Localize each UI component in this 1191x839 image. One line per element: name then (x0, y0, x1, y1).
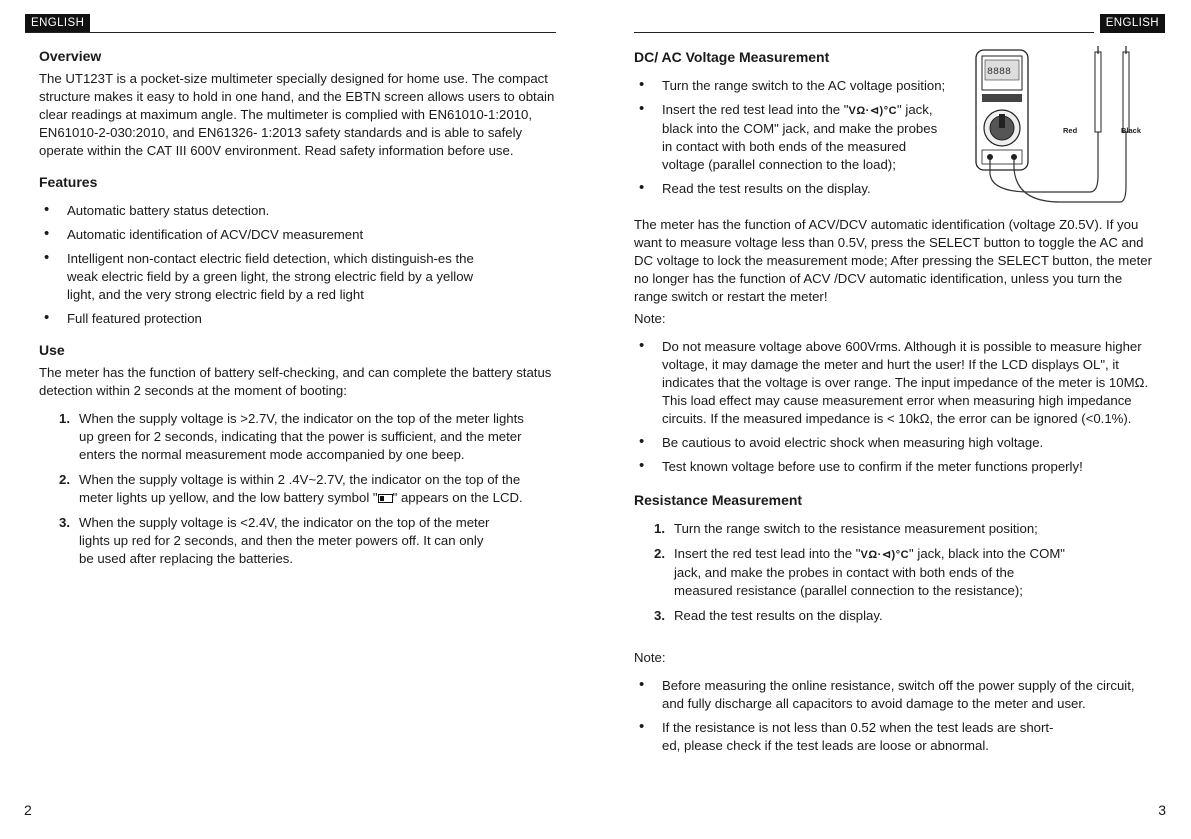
list-item: • Full featured protection (39, 310, 559, 328)
list-item: • Read the test results on the display. (634, 180, 1152, 198)
list-item: • Turn the range switch to the AC voltage position; (634, 77, 1152, 95)
list-item: • Test known voltage before use to confirm if the meter functions properly! (634, 458, 1152, 476)
step-text: " jack, black into the COM" jack, and make the probes in contact with both ends of the measured resistance (parallel connection to the resistance); (674, 546, 1065, 598)
step-number: 3. (654, 608, 665, 623)
step-text: When the supply voltage is <2.4V, the indicator on the top of the meter lights up red for 2 seconds, and then the meter powers off. It can only be used after replacing the batteries. (79, 515, 490, 566)
header-rule (25, 32, 556, 33)
use-heading: Use (39, 342, 65, 358)
use-steps (39, 410, 559, 568)
left-page (0, 0, 595, 839)
voltage-notes (634, 338, 1152, 476)
step-number: 1. (654, 521, 665, 536)
step-text: When the supply voltage is >2.7V, the indicator on the top of the meter lights up green for 2 seconds, indicating that the power is sufficient, and the meter enters the normal measurement mode accompanied by one beep. (79, 411, 524, 462)
step-text: " appears on the LCD. (392, 490, 523, 505)
list-item: • Do not measure voltage above 600Vrms. Although it is possible to measure higher voltage, it may damage the meter and hurt the user! If the LCD displays OL", it indicates that the voltage is over range. The input impedance of the meter is 10MΩ. This load effect may cause measurement error when measuring high impedance circuits. If the measured impedance is < 10kΩ, the error can be ignored (<0.1%). (634, 338, 1152, 428)
step-text: When the supply voltage is within 2 .4V~2.7V, the indicator on the top of the meter lights up yellow, and the low battery symbol " (79, 472, 521, 505)
list-item: • Intelligent non-contact electric field detection, which distinguish-es the weak electric field by a green light, the strong electric field by a yellow light, and the very strong electric field by a red light (39, 250, 477, 304)
voltage-paragraph: The meter has the function of ACV/DCV automatic identification (voltage Z0.5V). If you want to measure voltage less than 0.5V, press the SELECT button to toggle the AC and DC voltage to lock the measurement mode; After pressing the SELECT button, the meter no longer has the function of ACV /DCV automatic identification, unless you turn the range switch or restart the meter! (634, 217, 1152, 304)
step-text: " jack, black into the COM" jack, and make the probes in contact with both ends of the measured voltage (parallel connection to the load); (662, 102, 938, 172)
features-list (39, 202, 559, 328)
list-item (39, 471, 539, 507)
step-number: 2. (654, 546, 665, 561)
list-item: • Automatic identification of ACV/DCV measurement (39, 226, 559, 244)
list-item (634, 520, 1152, 538)
step-number: 2. (59, 472, 70, 487)
header-rule (634, 32, 1094, 33)
list-item: • Before measuring the online resistance, switch off the power supply of the circuit, and fully discharge all capacitors to avoid damage to the meter and user. (634, 677, 1152, 713)
note-label: Note: (634, 311, 666, 326)
step-text: Turn the range switch to the resistance measurement position; (674, 521, 1038, 536)
language-tab: ENGLISH (1100, 14, 1165, 33)
list-item (634, 545, 1074, 600)
voltage-heading: DC/ AC Voltage Measurement (634, 49, 830, 65)
black-lead-label: Black (1121, 126, 1142, 135)
list-item (39, 410, 539, 464)
list-item: • Automatic battery status detection. (39, 202, 559, 220)
right-page (595, 0, 1191, 839)
resistance-heading: Resistance Measurement (634, 492, 803, 508)
low-battery-icon (378, 494, 393, 503)
jack-symbol: VΩ·⊲)°C (860, 549, 910, 561)
note-label: Note: (634, 650, 666, 665)
step-text: Insert the red test lead into the " (674, 546, 861, 561)
list-item: • Be cautious to avoid electric shock when measuring high voltage. (634, 434, 1152, 452)
right-content (634, 47, 1152, 761)
svg-text:8888: 8888 (987, 67, 1012, 78)
resistance-steps (634, 520, 1152, 625)
overview-text: The UT123T is a pocket-size multimeter specially designed for home use. The compact structure makes it easy to hold in one hand, and the EBTN screen allows users to obtain clear readings at maximum angle. The multimeter is complied with EN61010-1:2010, EN61010-2-030:2010, and EN61326- 1:2013 safety standards and is able to safely operate within the CAT III 600V environment. Read safety information before use. (39, 71, 555, 158)
list-item (634, 101, 942, 174)
step-number: 1. (59, 411, 70, 426)
step-text: Read the test results on the display. (674, 608, 883, 623)
language-tab: ENGLISH (25, 14, 90, 33)
overview-heading: Overview (39, 48, 102, 64)
use-text: The meter has the function of battery self-checking, and can complete the battery status detection within 2 seconds at the moment of booting: (39, 365, 552, 398)
page-number: 2 (24, 802, 32, 818)
left-content (39, 46, 559, 575)
list-item (39, 514, 499, 568)
voltage-steps (634, 77, 1152, 198)
step-number: 3. (59, 515, 70, 530)
features-heading: Features (39, 174, 98, 190)
page-number: 3 (1158, 802, 1166, 818)
step-text: Insert the red test lead into the " (662, 102, 849, 117)
list-item (634, 607, 1152, 625)
resistance-notes (634, 677, 1152, 755)
jack-symbol: VΩ·⊲)°C (848, 105, 898, 117)
list-item: • If the resistance is not less than 0.52 when the test leads are short-ed, please check if the test leads are loose or abnormal. (634, 719, 1062, 755)
red-lead-label: Red (1063, 126, 1078, 135)
